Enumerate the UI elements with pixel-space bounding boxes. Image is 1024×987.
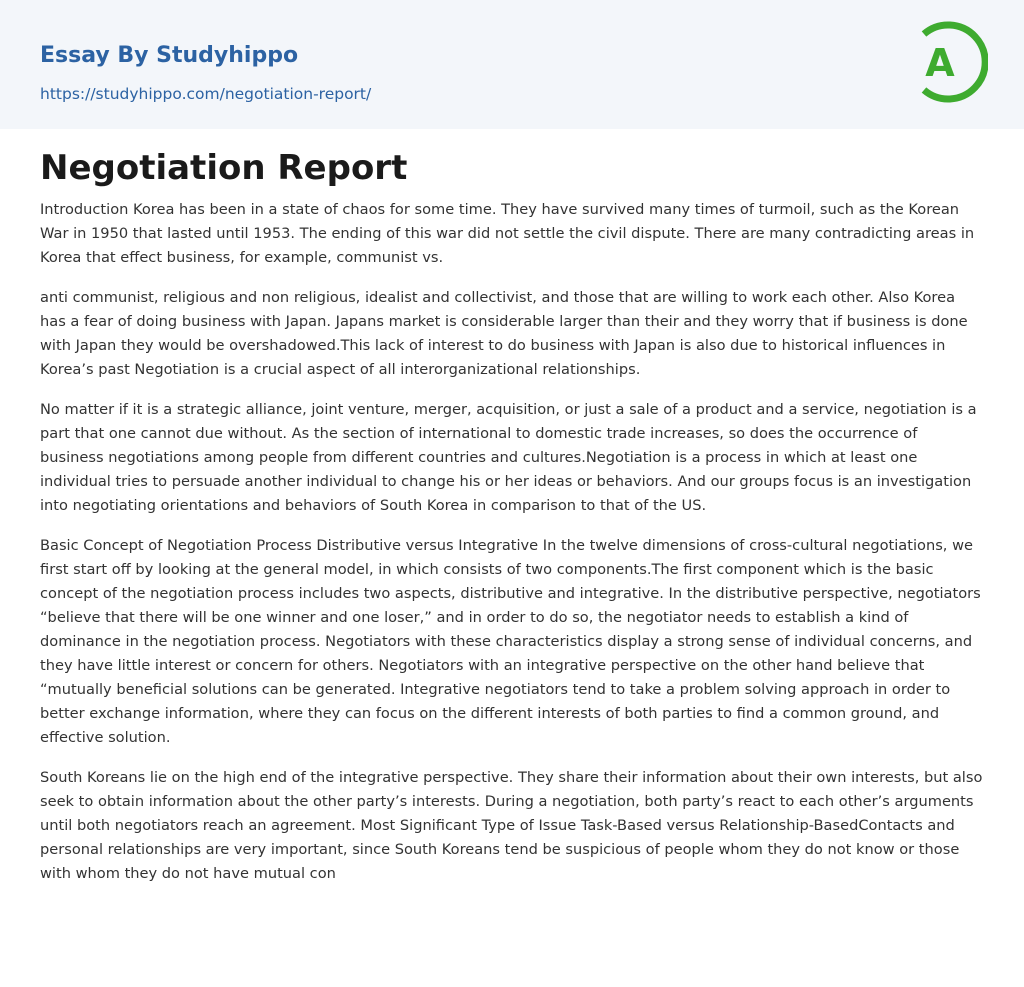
essay-paragraph: No matter if it is a strategic alliance, joint venture, merger, acquisition, or just a sale of a product and a service, negotiation is a part that one cannot due without. As the section of international to domestic trade increases, so does the occurrence of business negotiations among people from different countries and cultures.Negotiation is a process in which at least one individual tries to persuade another individual to change his or her ideas or behaviors. And our groups focus is an investigation into negotiating orientations and behaviors of South Korea in comparison to that of the US. xyxy=(40,401,977,514)
essay-paragraph: Basic Concept of Negotiation Process Distributive versus Integrative In the twelve dimensions of cross-cultural negotiations, we first start off by looking at the general model, in which consists of two components.The first component which is the basic concept of the negotiation process includes two aspects, distributive and integrative. In the distributive perspective, negotiators “believe that there will be one winner and one loser,” and in order to do so, the negotiator needs to establish a kind of dominance in the negotiation process. Negotiators with these characteristics display a strong sense of individual concerns, and they have little interest or concern for others. Negotiators with an integrative perspective on the other hand believe that “mutually beneficial solutions can be generated. Integrative negotiators tend to take a problem solving approach in order to better exchange information, where they can focus on the different interests of both parties to find a common ground, and effective solution. xyxy=(40,537,981,746)
studyhippo-logo-icon[interactable] xyxy=(910,18,988,106)
site-header xyxy=(0,0,1024,129)
essay-paragraph: anti communist, religious and non religious, idealist and collectivist, and those that are willing to work each other. Also Korea has a fear of doing business with Japan. Japans market is considerable larger than their and they worry that if business is done with Japan they would be overshadowed.This lack of interest to do business with Japan is also due to historical influences in Korea’s past Negotiation is a crucial aspect of all interorganizational relationships. xyxy=(40,289,968,378)
site-title[interactable]: Essay By Studyhippo xyxy=(40,43,299,68)
source-url-link[interactable]: https://studyhippo.com/negotiation-report/ xyxy=(40,85,372,103)
essay-paragraph: South Koreans lie on the high end of the integrative perspective. They share their information about their own interests, but also seek to obtain information about the other party’s interests. During a negotiation, both party’s react to each other’s arguments until both negotiators reach an agreement. Most Significant Type of Issue Task-Based versus Relationship-BasedContacts and personal relationships are very important, since South Koreans tend be suspicious of people whom they do not know or those with whom they do not have mutual con xyxy=(40,769,983,882)
essay-paragraph: Introduction Korea has been in a state of chaos for some time. They have survived many times of turmoil, such as the Korean War in 1950 that lasted until 1953. The ending of this war did not settle the civil dispute. There are many contradicting areas in Korea that effect business, for example, communist vs. xyxy=(40,201,975,266)
essay-body xyxy=(40,198,984,886)
page-title: Negotiation Report xyxy=(40,148,408,188)
logo-letter: A xyxy=(925,41,955,85)
article xyxy=(0,129,1024,886)
